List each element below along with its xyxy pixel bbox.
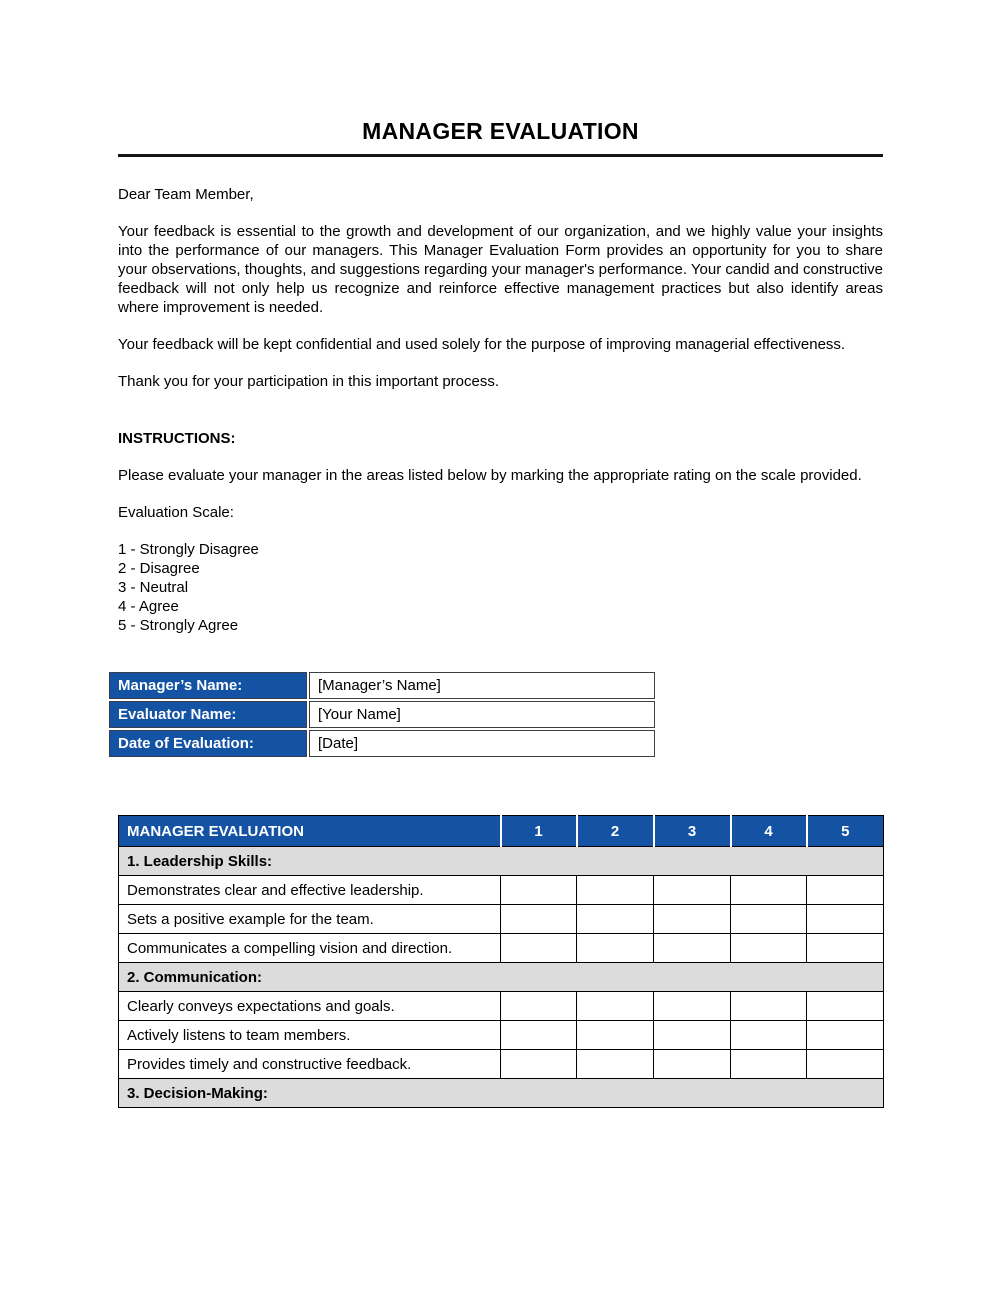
title-divider bbox=[118, 154, 883, 157]
rating-cell[interactable] bbox=[577, 992, 654, 1021]
rating-cell[interactable] bbox=[731, 992, 807, 1021]
rating-cell[interactable] bbox=[577, 876, 654, 905]
salutation: Dear Team Member, bbox=[118, 186, 254, 203]
evaluator-name-field[interactable]: [Your Name] bbox=[309, 701, 655, 728]
item-label: Sets a positive example for the team. bbox=[119, 905, 501, 934]
rating-cell[interactable] bbox=[654, 876, 731, 905]
rating-cell[interactable] bbox=[807, 1050, 884, 1079]
rating-cell[interactable] bbox=[654, 1050, 731, 1079]
rating-cell[interactable] bbox=[807, 992, 884, 1021]
rating-cell[interactable] bbox=[501, 1021, 577, 1050]
info-row-evaluator-name bbox=[109, 701, 655, 728]
section-heading: 3. Decision-Making: bbox=[119, 1079, 884, 1108]
evaluation-table-header bbox=[119, 816, 884, 847]
rating-cell[interactable] bbox=[654, 905, 731, 934]
table-row bbox=[119, 934, 884, 963]
rating-column-header-4: 4 bbox=[731, 816, 807, 847]
rating-cell[interactable] bbox=[501, 992, 577, 1021]
rating-cell[interactable] bbox=[577, 905, 654, 934]
item-label: Provides timely and constructive feedback. bbox=[119, 1050, 501, 1079]
rating-cell[interactable] bbox=[731, 905, 807, 934]
section-row-decision-making bbox=[119, 1079, 884, 1108]
rating-cell[interactable] bbox=[654, 1021, 731, 1050]
evaluation-date-label: Date of Evaluation: bbox=[109, 730, 307, 757]
rating-cell[interactable] bbox=[501, 905, 577, 934]
manager-name-field[interactable]: [Manager’s Name] bbox=[309, 672, 655, 699]
scale-item-3: 3 - Neutral bbox=[118, 579, 189, 596]
item-label: Actively listens to team members. bbox=[119, 1021, 501, 1050]
scale-item-1: 1 - Strongly Disagree bbox=[118, 541, 259, 558]
table-row bbox=[119, 1021, 884, 1050]
info-row-evaluation-date bbox=[109, 730, 655, 757]
info-row-manager-name bbox=[109, 672, 655, 699]
intro-paragraph-1: Your feedback is essential to the growth and development of our organization, and we highly value your insights into the performance of our managers. This Manager Evaluation Form provides an opportunity for you to share your observations, thoughts, and suggestions regarding your manager's performance. Your candid and constructive feedback will not only help us recognize and reinforce effective management practices but also identify areas where improvement is needed. bbox=[118, 223, 883, 316]
rating-cell[interactable] bbox=[577, 1021, 654, 1050]
section-heading: 1. Leadership Skills: bbox=[119, 847, 884, 876]
rating-cell[interactable] bbox=[501, 934, 577, 963]
item-label: Clearly conveys expectations and goals. bbox=[119, 992, 501, 1021]
item-label: Demonstrates clear and effective leadership. bbox=[119, 876, 501, 905]
rating-cell[interactable] bbox=[731, 1021, 807, 1050]
scale-item-5: 5 - Strongly Agree bbox=[118, 617, 239, 634]
scale-heading: Evaluation Scale: bbox=[118, 504, 234, 521]
evaluation-scale-list bbox=[118, 540, 883, 635]
instructions-heading: INSTRUCTIONS: bbox=[118, 430, 236, 447]
rating-column-header-2: 2 bbox=[577, 816, 654, 847]
rating-cell[interactable] bbox=[807, 1021, 884, 1050]
rating-column-header-3: 3 bbox=[654, 816, 731, 847]
evaluation-table bbox=[118, 815, 884, 1108]
section-row-communication bbox=[119, 963, 884, 992]
rating-cell[interactable] bbox=[807, 905, 884, 934]
table-row bbox=[119, 876, 884, 905]
rating-cell[interactable] bbox=[577, 1050, 654, 1079]
page-title: MANAGER EVALUATION bbox=[362, 118, 639, 144]
evaluation-table-title: MANAGER EVALUATION bbox=[119, 816, 501, 847]
table-row bbox=[119, 905, 884, 934]
table-row bbox=[119, 1050, 884, 1079]
section-heading: 2. Communication: bbox=[119, 963, 884, 992]
scale-item-4: 4 - Agree bbox=[118, 598, 179, 615]
rating-cell[interactable] bbox=[501, 1050, 577, 1079]
rating-cell[interactable] bbox=[731, 934, 807, 963]
rating-cell[interactable] bbox=[731, 1050, 807, 1079]
intro-paragraph-3: Thank you for your participation in this important process. bbox=[118, 373, 500, 390]
rating-column-header-5: 5 bbox=[807, 816, 884, 847]
rating-cell[interactable] bbox=[654, 992, 731, 1021]
rating-cell[interactable] bbox=[654, 934, 731, 963]
rating-cell[interactable] bbox=[501, 876, 577, 905]
rating-cell[interactable] bbox=[807, 876, 884, 905]
manager-name-label: Manager’s Name: bbox=[109, 672, 307, 699]
table-row bbox=[119, 992, 884, 1021]
rating-column-header-1: 1 bbox=[501, 816, 577, 847]
intro-paragraph-2: Your feedback will be kept confidential and used solely for the purpose of improving managerial effectiveness. bbox=[118, 336, 846, 353]
item-label: Communicates a compelling vision and direction. bbox=[119, 934, 501, 963]
rating-cell[interactable] bbox=[807, 934, 884, 963]
rating-cell[interactable] bbox=[577, 934, 654, 963]
evaluator-name-label: Evaluator Name: bbox=[109, 701, 307, 728]
evaluation-date-field[interactable]: [Date] bbox=[309, 730, 655, 757]
instructions-body: Please evaluate your manager in the areas listed below by marking the appropriate rating on the scale provided. bbox=[118, 467, 862, 484]
scale-item-2: 2 - Disagree bbox=[118, 560, 200, 577]
rating-cell[interactable] bbox=[731, 876, 807, 905]
section-row-leadership bbox=[119, 847, 884, 876]
info-table bbox=[107, 670, 657, 759]
